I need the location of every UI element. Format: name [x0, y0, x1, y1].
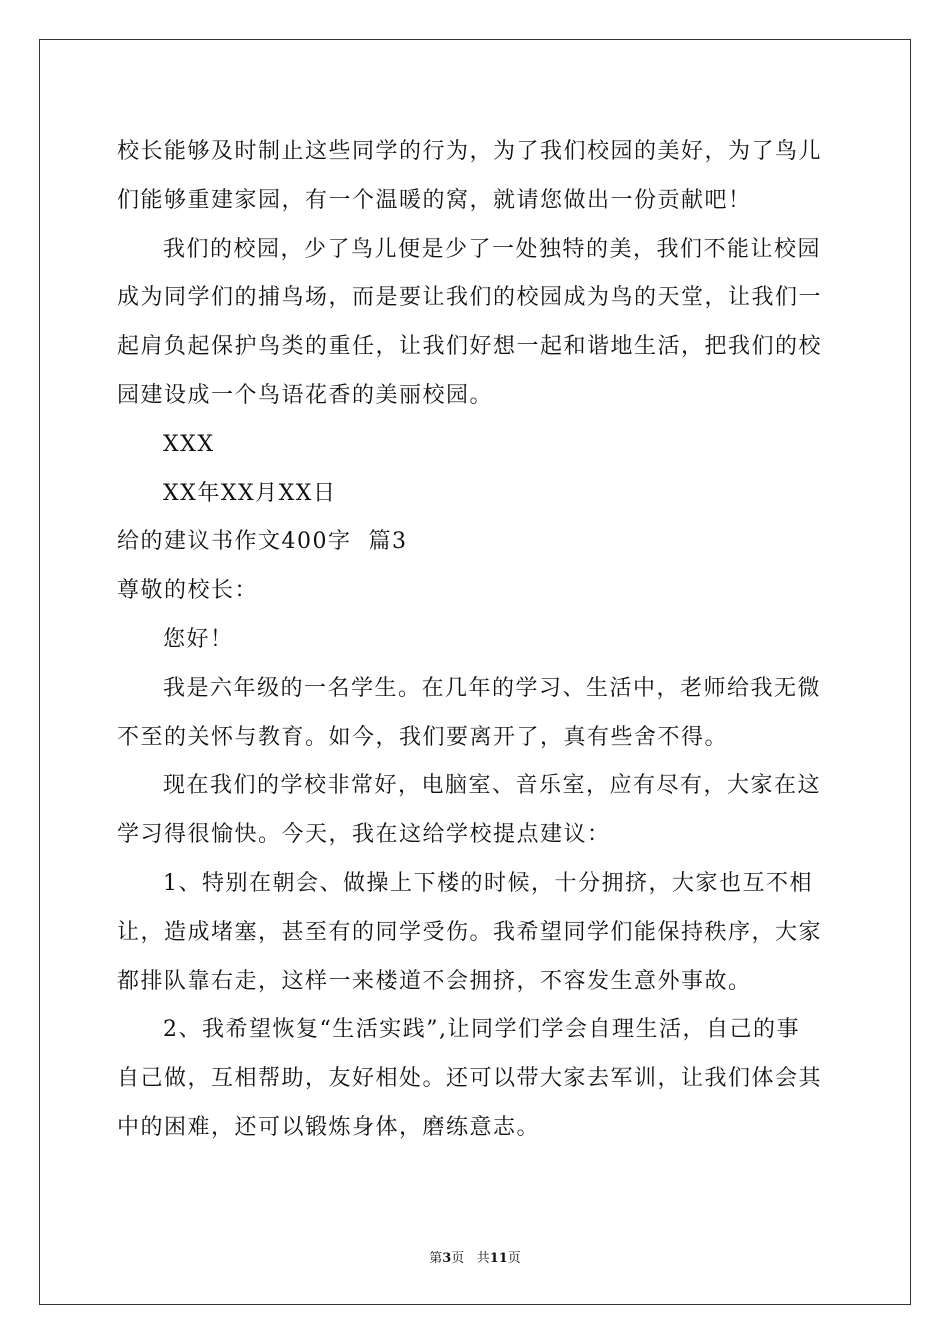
signature-date: XX年XX月XX日	[163, 480, 337, 506]
total-prefix: 共	[476, 1251, 490, 1266]
paragraph-start: 现在我们的学校非常好，电脑室、音乐室，应有尽有，大家在这	[163, 773, 822, 799]
page-prefix: 第	[429, 1251, 443, 1266]
text-line: 自己做，互相帮助，友好相处。还可以带大家去军训，让我们体会其	[117, 1066, 823, 1092]
text-line: 都排队靠右走，这样一来楼道不会拥挤，不容发生意外事故。	[117, 968, 752, 994]
text-line: 校长能够及时制止这些同学的行为，为了我们校园的美好，为了鸟儿	[117, 139, 823, 164]
page-number: 3	[442, 1251, 452, 1266]
text-line: 中的困难，还可以锻炼身体，磨练意志。	[117, 1114, 541, 1140]
text-line: 起肩负起保护鸟类的重任，让我们好想一起和谐地生活，把我们的校	[117, 334, 823, 360]
text-line: 学习得很愉快。今天，我在这给学校提点建议：	[117, 822, 611, 848]
total-unit: 页	[507, 1251, 521, 1266]
page-footer	[0, 1247, 950, 1266]
document-body	[117, 128, 837, 1153]
text-line: 不至的关怀与教育。如今，我们要离开了，真有些舍不得。	[117, 724, 729, 750]
salutation: 尊敬的校长：	[117, 578, 259, 604]
text-line: 们能够重建家园，有一个温暖的窝，就请您做出一份贡献吧！	[117, 187, 752, 213]
list-item-1: 1、特别在朝会、做操上下楼的时候，十分拥挤，大家也互不相	[163, 870, 813, 896]
total-pages: 11	[489, 1251, 508, 1266]
section-heading: 给的建议书作文400字 篇3	[117, 529, 408, 555]
list-item-2: 2、我希望恢复“生活实践”,让同学们学会自理生活，自己的事	[163, 1017, 800, 1043]
paragraph-start: 我是六年级的一名学生。在几年的学习、生活中，老师给我无微	[163, 675, 822, 701]
text-line: 园建设成一个鸟语花香的美丽校园。	[117, 382, 494, 408]
page-unit: 页	[451, 1251, 465, 1266]
text-line: 成为同学们的捕鸟场，而是要让我们的校园成为鸟的天堂，让我们一	[117, 285, 823, 311]
text-line: 让，造成堵塞，甚至有的同学受伤。我希望同学们能保持秩序，大家	[117, 919, 823, 945]
paragraph-start: 我们的校园，少了鸟儿便是少了一处独特的美，我们不能让校园	[163, 236, 822, 262]
greeting: 您好！	[163, 626, 234, 652]
signature-name: XXX	[163, 431, 215, 457]
